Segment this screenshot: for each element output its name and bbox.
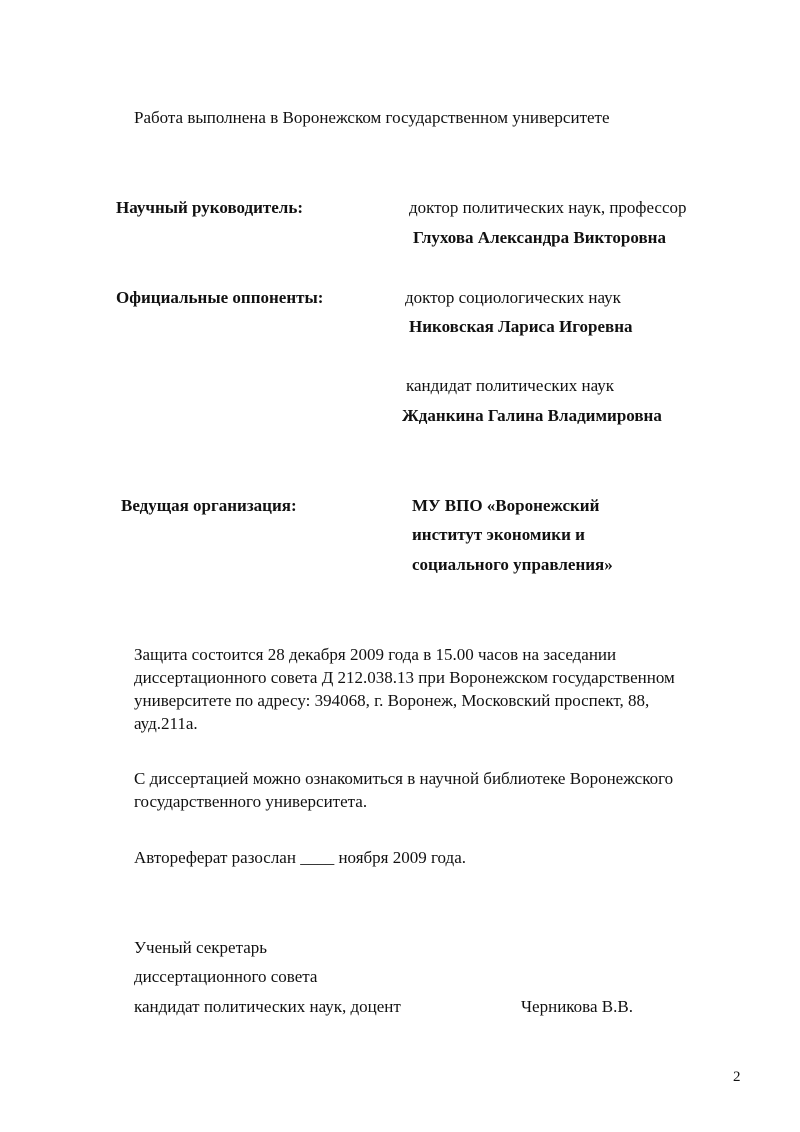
defense-line-4: ауд.211а. <box>134 714 198 733</box>
supervisor-label: Научный руководитель: <box>116 198 303 217</box>
leading-org-line-1: МУ ВПО «Воронежский <box>412 496 600 515</box>
leading-org-line-2: институт экономики и <box>412 525 585 544</box>
opponent-2-degree: кандидат политических наук <box>406 376 615 395</box>
defense-paragraph <box>134 643 754 735</box>
leading-org-label: Ведущая организация: <box>121 496 297 515</box>
leading-org-line-3: социального управления» <box>412 555 613 574</box>
header-line: Работа выполнена в Воронежском государственном университете <box>134 108 610 127</box>
opponent-1-degree: доктор социологических наук <box>405 288 621 307</box>
secretary-line-1: Ученый секретарь <box>134 938 268 957</box>
defense-line-1: Защита состоится 28 декабря 2009 года в 15.00 часов на заседании <box>134 645 617 664</box>
supervisor-degree: доктор политических наук, профессор <box>409 198 687 217</box>
secretary-line-3: кандидат политических наук, доцент <box>134 997 401 1016</box>
library-paragraph <box>134 767 754 813</box>
secretary-line-2: диссертационного совета <box>134 967 318 986</box>
opponent-1-name: Никовская Лариса Игоревна <box>409 317 633 336</box>
defense-line-2: диссертационного совета Д 212.038.13 при Воронежском государственном <box>134 668 675 687</box>
page-number: 2 <box>733 1069 741 1085</box>
supervisor-name: Глухова Александра Викторовна <box>413 228 666 247</box>
opponents-label: Официальные оппоненты: <box>116 288 324 307</box>
library-line-1: С диссертацией можно ознакомиться в научной библиотеке Воронежского <box>134 769 674 788</box>
secretary-name: Черникова В.В. <box>521 997 633 1016</box>
opponent-2-name: Жданкина Галина Владимировна <box>402 406 662 425</box>
abstract-sent-line: Автореферат разослан ____ ноября 2009 года. <box>134 848 467 867</box>
defense-line-3: университете по адресу: 394068, г. Воронеж, Московский проспект, 88, <box>134 691 650 710</box>
library-line-2: государственного университета. <box>134 792 368 811</box>
